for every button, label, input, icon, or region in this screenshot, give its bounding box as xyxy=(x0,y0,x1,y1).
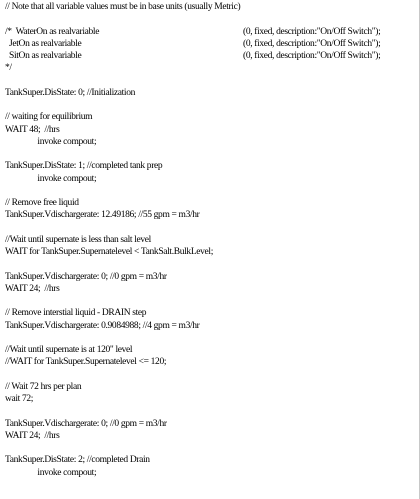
code-line xyxy=(5,454,150,466)
code-line-text: */ xyxy=(5,63,12,74)
code-line-text: invoke compout; xyxy=(5,136,97,147)
code-line-text: TankSuper.Vdischargerate: 0; //0 gpm = m3/hr xyxy=(5,418,167,429)
code-line xyxy=(5,307,146,319)
code-line-text: // waiting for equilibrium xyxy=(5,112,93,123)
code-line xyxy=(5,111,92,123)
code-line-text: JetOn as realvariable xyxy=(5,38,82,49)
code-line-text: WAIT 24; //hrs xyxy=(5,430,60,441)
code-line-text: //Wait until supernate is less than salt level xyxy=(5,234,151,245)
code-line xyxy=(5,87,135,99)
code-line xyxy=(5,1,240,13)
code-line xyxy=(5,38,381,50)
code-line xyxy=(5,234,151,246)
code-line-text: // Wait 72 hrs per plan xyxy=(5,381,82,392)
code-line xyxy=(5,271,167,283)
code-line-text: TankSuper.Vdischargerate: 0; //0 gpm = m3/hr xyxy=(5,271,167,282)
code-line xyxy=(5,197,79,209)
code-line xyxy=(5,124,59,136)
code-line-text: WAIT 48; //hrs xyxy=(5,124,60,135)
code-line-text: TankSuper.DisState: 1; //completed tank prep xyxy=(5,161,163,172)
code-line xyxy=(5,381,81,393)
code-line xyxy=(5,136,96,148)
code-line xyxy=(5,246,213,258)
code-line xyxy=(5,283,59,295)
code-line xyxy=(5,160,162,172)
code-line xyxy=(5,209,200,221)
code-line-text: TankSuper.Vdischargerate: 12.49186; //55 gpm = m3/hr xyxy=(5,210,200,221)
code-line xyxy=(5,173,96,185)
code-line-text: WAIT 24; //hrs xyxy=(5,283,60,294)
code-line xyxy=(5,467,96,479)
code-line xyxy=(5,393,33,405)
code-line-text: SitOn as realvariable xyxy=(5,51,82,61)
code-line xyxy=(5,418,167,430)
code-line xyxy=(5,62,12,74)
code-line-text: wait 72; xyxy=(5,394,34,404)
code-line xyxy=(5,430,59,442)
code-line-argument: (0, fixed, description:"On/Off Switch"); xyxy=(243,38,381,49)
code-line-text: TankSuper.DisState: 0; //Initialization xyxy=(5,87,136,98)
code-line-text: invoke compout; xyxy=(5,173,97,184)
code-line-argument: (0, fixed, description:"On/Off Switch"); xyxy=(243,26,381,37)
code-line xyxy=(5,320,200,332)
code-line xyxy=(5,26,381,38)
code-line-text: TankSuper.Vdischargerate: 0.9084988; //4 gpm = m3/hr xyxy=(5,320,200,331)
code-line-text: WAIT for TankSuper.Supernatelevel < TankSalt.BulkLevel; xyxy=(5,247,213,257)
code-line xyxy=(5,344,132,356)
code-line-argument: (0, fixed, description:"On/Off Switch"); xyxy=(243,51,381,61)
code-line-text: invoke compout; xyxy=(5,467,97,478)
code-line-text: TankSuper.DisState: 2; //completed Drain xyxy=(5,455,150,466)
code-line-text: // Note that all variable values must be in base units (usually Metric) xyxy=(5,2,241,12)
code-line xyxy=(5,50,381,62)
code-line-text: //WAIT for TankSuper.Supernatelevel <= 120; xyxy=(5,357,167,368)
code-line-text: /* WaterOn as realvariable xyxy=(5,26,100,37)
code-line-text: //Wait until supernate is at 120" level xyxy=(5,345,133,355)
code-line xyxy=(5,356,166,368)
code-line-text: // Remove interstial liquid - DRAIN step xyxy=(5,308,147,319)
code-line-text: // Remove free liquid xyxy=(5,198,79,208)
